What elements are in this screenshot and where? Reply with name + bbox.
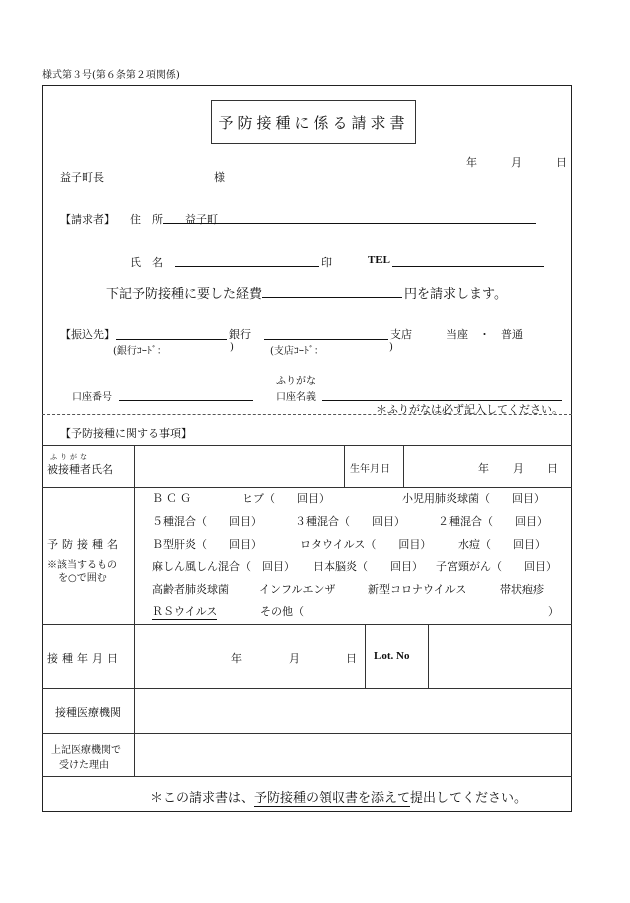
vaccination-date-label: 接種年月日	[47, 652, 122, 665]
table-line	[428, 624, 429, 688]
bank-code-label: (銀行ｺｰﾄﾞ：	[113, 346, 167, 357]
reason-field[interactable]	[136, 735, 570, 774]
vaccine-option[interactable]: ３種混合（ 回目）	[295, 515, 405, 528]
vaccine-option[interactable]: ヒブ（ 回目）	[242, 492, 330, 505]
vaccine-option[interactable]: 日本脳炎（ 回目）	[313, 560, 423, 573]
table-line	[344, 445, 345, 487]
vaccine-option-other[interactable]: その他（	[260, 605, 304, 618]
address-label: 住 所	[130, 213, 163, 226]
seal-mark: 印	[321, 256, 332, 269]
birth-date-label: 生年月日	[350, 464, 390, 475]
patient-name-label: 被接種者氏名	[47, 463, 113, 476]
vaccination-day-unit: 日	[346, 652, 357, 665]
reason-label-line1: 上記医療機関で	[51, 745, 121, 756]
vaccine-option[interactable]: ５種混合（ 回目）	[152, 515, 262, 528]
table-line	[42, 487, 572, 488]
table-line	[403, 445, 404, 487]
vaccine-label: 予防接種名	[47, 538, 122, 551]
addressee-honorific: 様	[214, 171, 225, 184]
lot-number-label: Lot. No	[374, 650, 410, 662]
form-title: 予防接種に係る請求書	[211, 100, 416, 144]
tel-field[interactable]	[392, 266, 544, 267]
vaccine-note-line2: を○で囲む	[58, 573, 107, 584]
claim-amount-field[interactable]	[262, 297, 402, 298]
vaccine-option[interactable]: ロタウイルス（ 回目）	[300, 538, 432, 551]
account-furigana-label: ふりがな	[276, 376, 316, 387]
vaccination-month-unit: 月	[289, 652, 300, 665]
vaccine-option-other-close: ）	[548, 605, 559, 618]
address-field[interactable]: 益子町	[163, 211, 536, 224]
date-month-label: 月	[511, 156, 522, 169]
bank-code-close: )	[230, 342, 234, 353]
claim-suffix: 円を請求します。	[404, 287, 507, 302]
branch-code-label: (支店ｺｰﾄﾞ：	[270, 346, 324, 357]
vaccine-option[interactable]: 水痘（ 回目）	[458, 538, 546, 551]
vaccine-option[interactable]: 子宮頸がん（ 回目）	[436, 560, 557, 573]
branch-suffix: 支店	[390, 328, 412, 341]
name-field[interactable]	[175, 266, 319, 267]
bank-label: 【振込先】	[60, 328, 115, 341]
footer-note-prefix: ＊この請求書は、	[150, 791, 255, 806]
branch-name-field[interactable]	[264, 339, 388, 340]
footer-note-underlined: 予防接種の領収書を添えて	[254, 791, 411, 806]
table-line	[42, 733, 572, 734]
vaccine-option[interactable]: 帯状疱疹	[500, 583, 544, 596]
date-day-label: 日	[556, 156, 567, 169]
vaccine-option[interactable]: 小児用肺炎球菌（ 回目）	[402, 492, 545, 505]
footer-note	[150, 787, 527, 806]
institution-field[interactable]	[136, 690, 570, 731]
account-number-label: 口座番号	[72, 392, 112, 403]
tel-label: TEL	[368, 254, 391, 266]
table-line	[42, 688, 572, 689]
form-number: 様式第３号(第６条第２項関係)	[42, 70, 180, 81]
vaccine-option-rsv[interactable]: ＲＳウイルス	[152, 605, 218, 618]
branch-code-close: )	[389, 342, 393, 353]
table-line	[365, 624, 366, 688]
institution-label: 接種医療機関	[55, 706, 121, 719]
bank-suffix: 銀行	[229, 328, 251, 341]
birth-day-unit: 日	[547, 462, 558, 475]
footer-note-suffix: 提出してください。	[410, 791, 528, 806]
claim-prefix: 下記予防接種に要した経費	[106, 287, 263, 302]
table-line	[42, 445, 572, 446]
name-label: 氏 名	[130, 256, 163, 269]
vaccine-option[interactable]: 高齢者肺炎球菌	[152, 583, 229, 596]
vaccination-year-unit: 年	[231, 652, 242, 665]
lot-number-field[interactable]	[430, 626, 570, 686]
account-number-field[interactable]	[119, 400, 253, 401]
table-line	[42, 776, 572, 777]
account-name-label: 口座名義	[276, 392, 316, 403]
dashed-divider	[42, 414, 572, 415]
date-year-label: 年	[466, 156, 477, 169]
vaccine-option[interactable]: ２種混合（ 回目）	[438, 515, 548, 528]
birth-month-unit: 月	[513, 462, 524, 475]
birth-year-unit: 年	[478, 462, 489, 475]
account-type-options[interactable]: 当座 ・ 普通	[446, 328, 523, 341]
requester-label: 【請求者】	[60, 213, 115, 226]
bank-name-field[interactable]	[116, 339, 227, 340]
table-line	[42, 624, 572, 625]
vaccine-option[interactable]: 新型コロナウイルス	[368, 583, 467, 596]
vaccine-option[interactable]: ＢＣＧ	[152, 492, 194, 505]
vaccine-option[interactable]: Ｂ型肝炎（ 回目）	[152, 538, 262, 551]
addressee-name: 益子町長	[60, 171, 104, 184]
section-title: 【予防接種に関する事項】	[60, 427, 192, 440]
vaccine-option[interactable]: インフルエンザ	[259, 583, 336, 596]
reason-label-line2: 受けた理由	[59, 760, 109, 771]
table-line	[134, 445, 135, 776]
vaccine-note-line1: ※該当するもの	[47, 560, 117, 571]
patient-name-field[interactable]	[136, 447, 342, 485]
furigana-note: ＊ふりがなは必ず記入してください。	[376, 403, 563, 416]
patient-furigana: ふりがな	[50, 453, 90, 461]
vaccine-option[interactable]: 麻しん風しん混合（ 回目）	[152, 560, 295, 573]
